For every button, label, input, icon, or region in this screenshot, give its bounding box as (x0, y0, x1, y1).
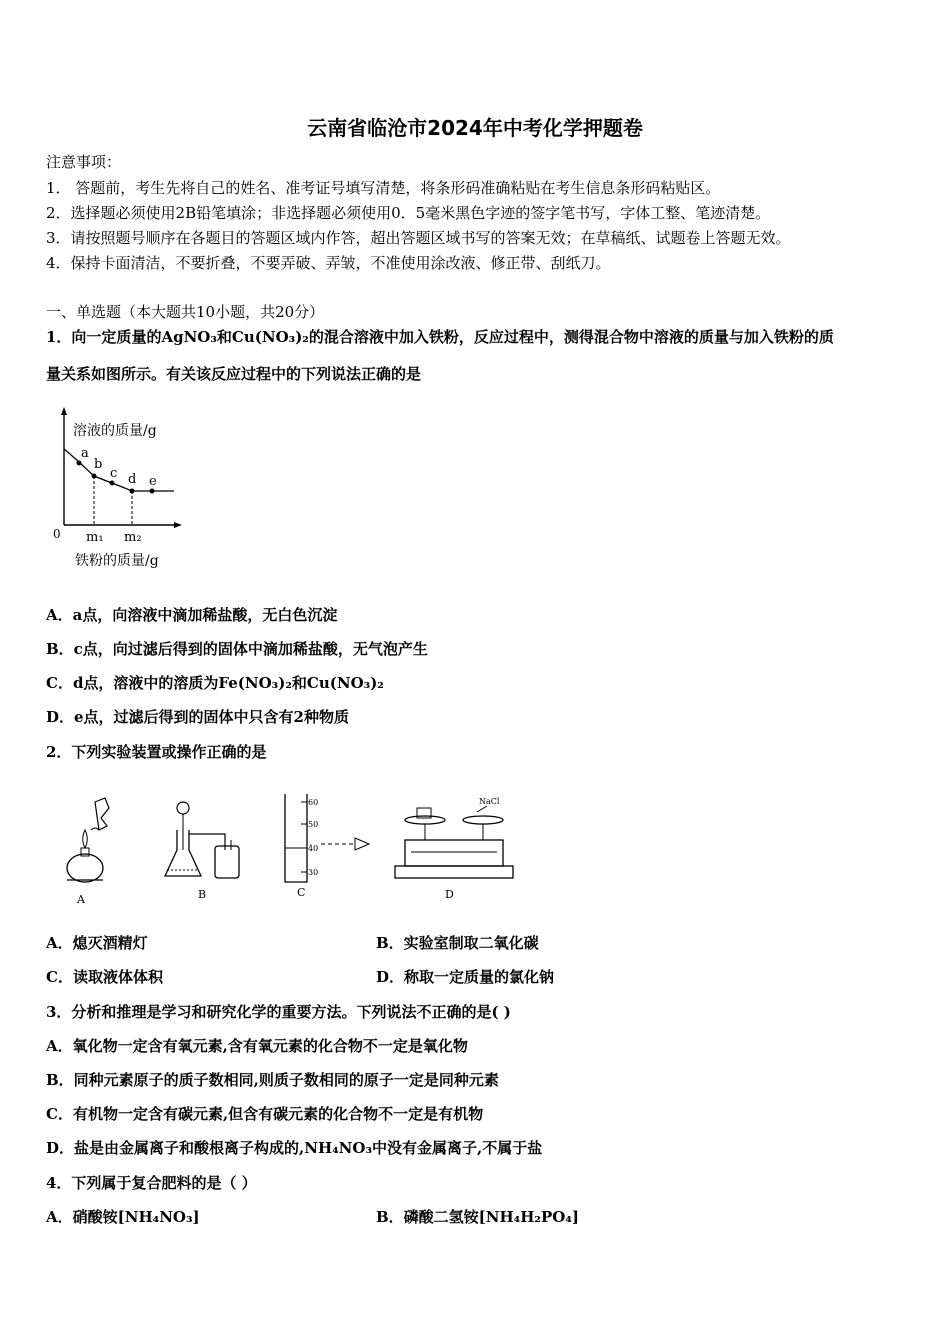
y-axis-arrow (61, 407, 67, 415)
point-label: c (110, 466, 118, 481)
notice-item: 4．保持卡面清洁，不要折叠，不要弄破、弄皱，不准使用涂改液、修正带、刮纸刀。 (46, 254, 611, 272)
x-axis-arrow (174, 522, 182, 528)
q4-option-b: B．磷酸二氢铵[NH₄H₂PO₄] (376, 1208, 579, 1226)
q1-graph (46, 405, 196, 580)
x-axis-label: 铁粉的质量/g (75, 553, 159, 569)
point-d (130, 489, 135, 494)
balance-figure (395, 797, 513, 901)
q1-stem-line1: 1．向一定质量的AgNO₃和Cu(NO₃)₂的混合溶液中加入铁粉，反应过程中，测得混合物中溶液的质量与加入铁粉的质 (46, 328, 834, 346)
gas-generation-figure (165, 802, 239, 901)
point-b (92, 474, 97, 479)
q3-option-d: D．盐是由金属离子和酸根离子构成的,NH₄NO₃中没有金属离子,不属于盐 (46, 1139, 543, 1157)
point-label: b (94, 457, 103, 472)
figure-label: C (297, 886, 306, 899)
tick-m1: m₁ (86, 530, 104, 545)
beaker-mark: 40 (308, 844, 319, 853)
q1-stem-line2: 量关系如图所示。有关该反应过程中的下列说法正确的是 (46, 365, 422, 383)
figure-label: A (77, 893, 85, 906)
q4-option-a: A．硝酸铵[NH₄NO₃] (46, 1208, 200, 1226)
page-title: 云南省临沧市2024年中考化学押题卷 (307, 116, 643, 140)
figure-label: D (445, 888, 454, 901)
beaker-mark: 60 (308, 798, 319, 807)
q1-option-b: B．c点，向过滤后得到的固体中滴加稀盐酸，无气泡产生 (46, 640, 428, 658)
q1-option-c: C．d点，溶液中的溶质为Fe(NO₃)₂和Cu(NO₃)₂ (46, 674, 384, 692)
q2-apparatus-figure (55, 790, 515, 908)
q1-option-a: A．a点，向溶液中滴加稀盐酸，无白色沉淀 (46, 606, 338, 624)
notice-item: 3．请按照题号顺序在各题目的答题区域内作答，超出答题区域书写的答案无效；在草稿纸、试题卷上答题无效。 (46, 229, 791, 247)
q2-stem: 2．下列实验装置或操作正确的是 (46, 743, 267, 761)
q3-option-a: A．氧化物一定含有氧元素,含有氧元素的化合物不一定是氧化物 (46, 1037, 468, 1055)
tick-m2: m₂ (124, 530, 142, 545)
point-label: e (149, 474, 157, 489)
point-c (110, 481, 115, 486)
q2-option-b: B．实验室制取二氧化碳 (376, 934, 539, 952)
balance-label: NaCl (479, 797, 500, 806)
graduated-cylinder-figure (285, 794, 369, 899)
beaker-mark: 50 (308, 820, 319, 829)
y-axis-label: 溶液的质量/g (73, 423, 157, 439)
beaker-mark: 30 (308, 868, 319, 877)
figure-label: B (198, 888, 207, 901)
q2-option-c: C．读取液体体积 (46, 968, 163, 986)
point-label: a (81, 446, 89, 461)
q3-stem: 3．分析和推理是学习和研究化学的重要方法。下列说法不正确的是( ) (46, 1003, 511, 1021)
point-e (150, 489, 155, 494)
notice-item: 1． 答题前，考生先将自己的姓名、准考证号填写清楚，将条形码准确粘贴在考生信息条形码粘贴区。 (46, 179, 721, 197)
q4-stem: 4．下列属于复合肥料的是（ ） (46, 1174, 257, 1192)
q3-option-b: B．同种元素原子的质子数相同,则质子数相同的原子一定是同种元素 (46, 1071, 499, 1089)
point-a (77, 461, 82, 466)
section-heading: 一、单选题（本大题共10小题，共20分） (46, 303, 325, 321)
q2-option-a: A．熄灭酒精灯 (46, 934, 148, 952)
point-label: d (128, 472, 137, 487)
q2-option-d: D．称取一定质量的氯化钠 (376, 968, 555, 986)
q1-option-d: D．e点，过滤后得到的固体中只含有2种物质 (46, 708, 349, 726)
alcohol-lamp-figure (67, 798, 109, 906)
q3-option-c: C．有机物一定含有碳元素,但含有碳元素的化合物不一定是有机物 (46, 1105, 484, 1123)
origin-label: 0 (53, 527, 61, 541)
notice-item: 2．选择题必须使用2B铅笔填涂；非选择题必须使用0．5毫米黑色字迹的签字笔书写，字体工整、笔迹清楚。 (46, 204, 771, 222)
notice-heading: 注意事项： (46, 153, 122, 171)
